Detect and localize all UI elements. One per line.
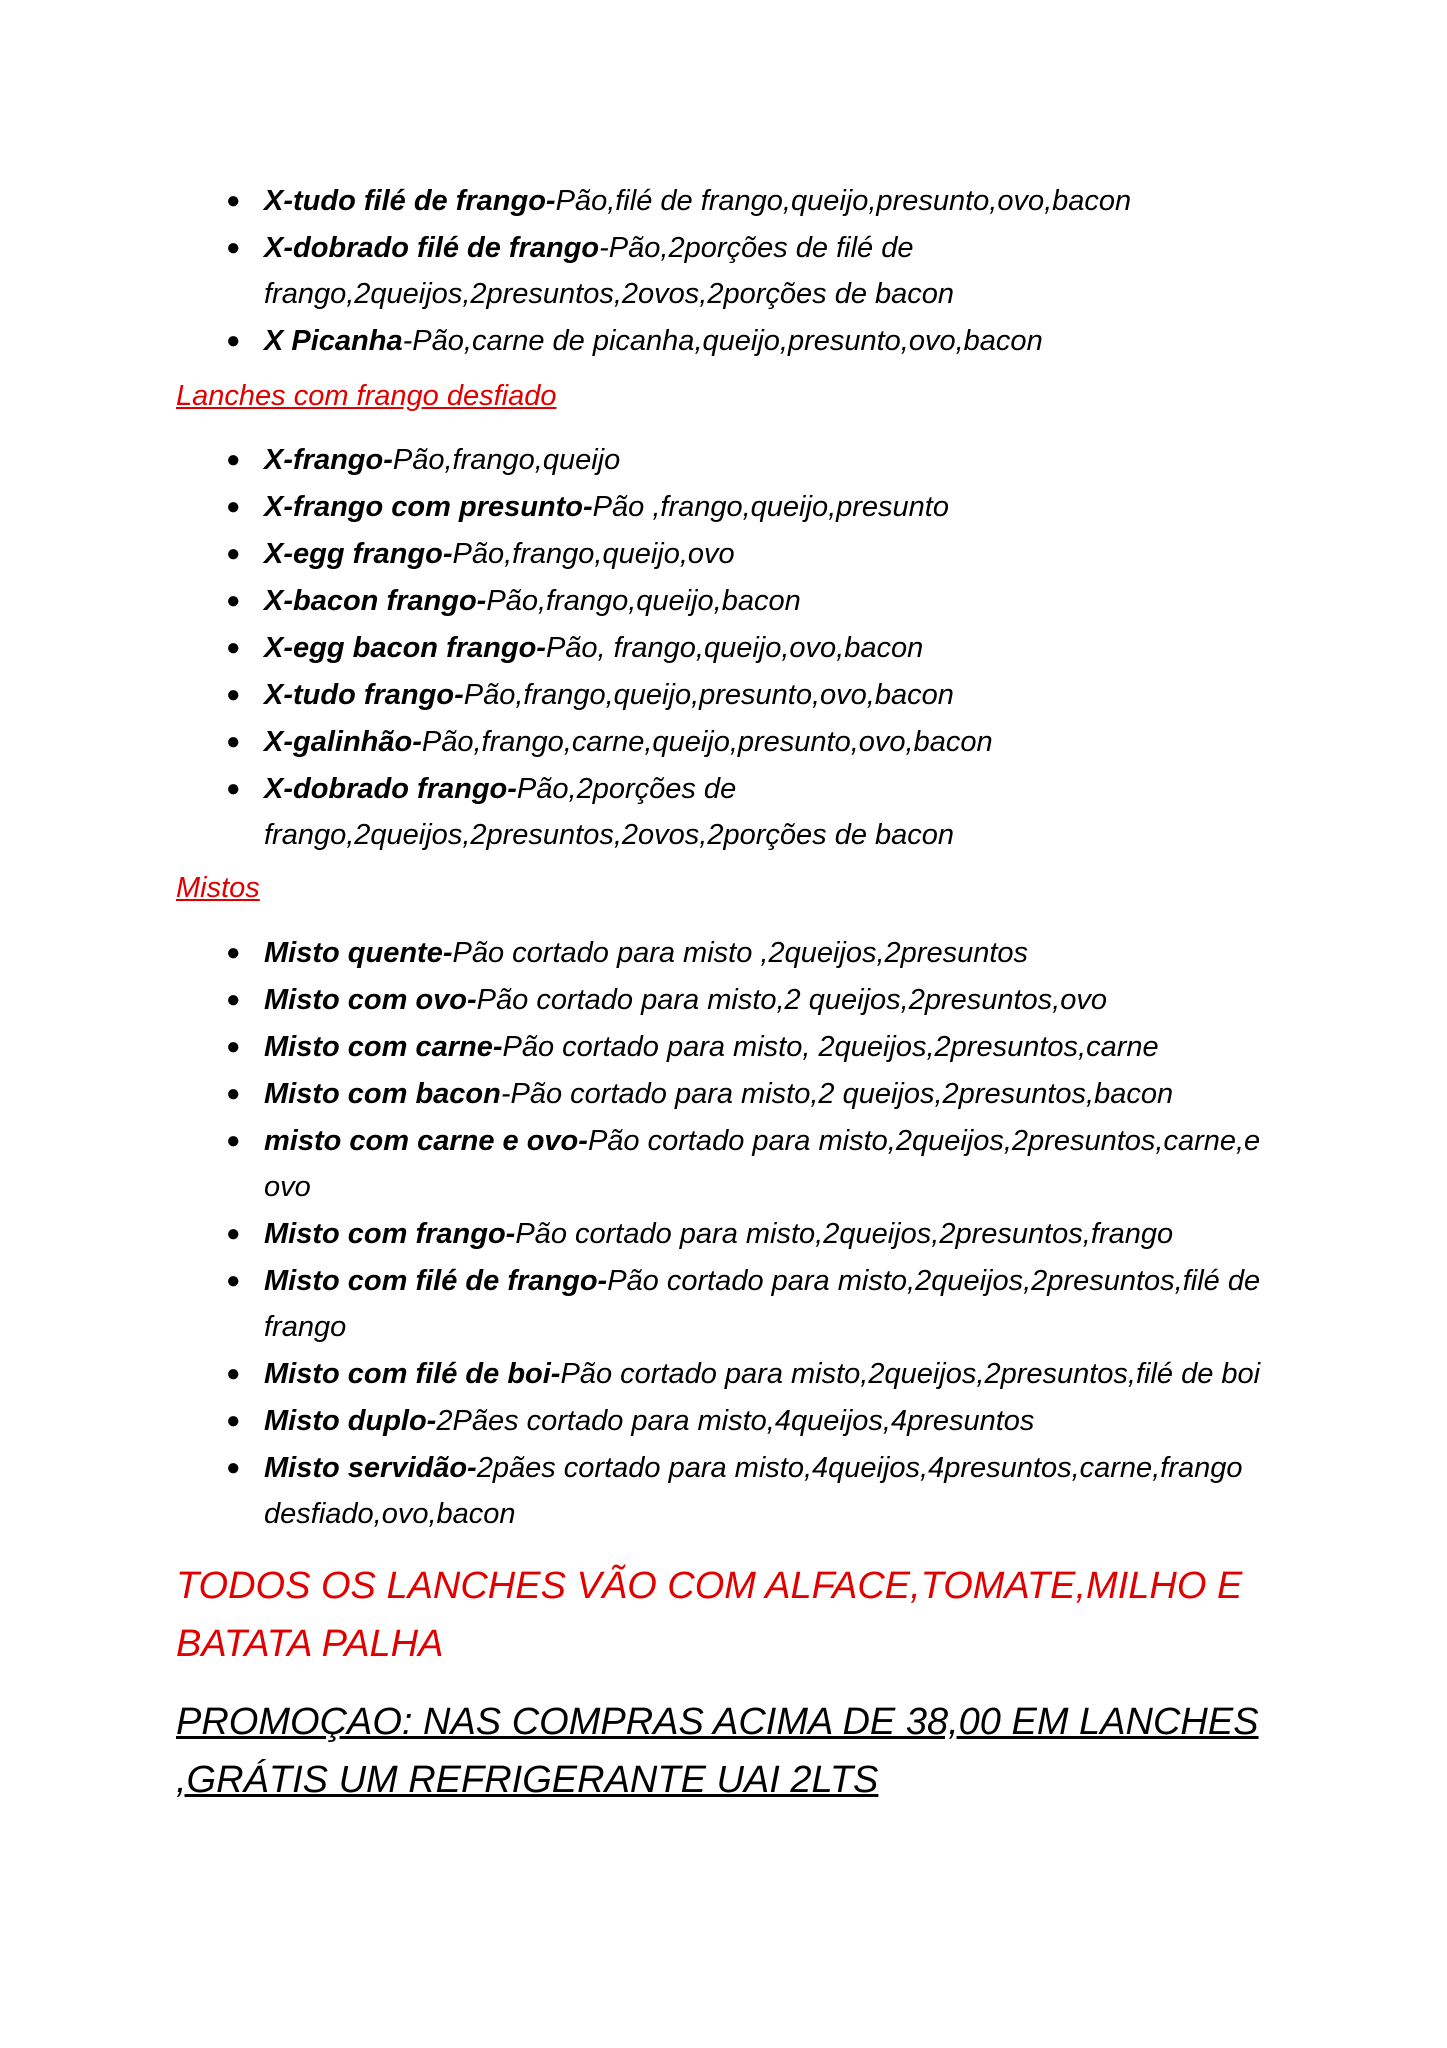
item-name: Misto com bacon bbox=[264, 1078, 501, 1110]
item-description: Pão,frango,queijo,ovo bbox=[452, 538, 735, 570]
item-name: X-frango com presunto- bbox=[264, 491, 593, 523]
bullet-icon: ● bbox=[226, 986, 241, 1013]
list-item bbox=[226, 1258, 1294, 1350]
bullet-icon: ● bbox=[226, 1220, 241, 1247]
item-description: Pão cortado para misto, 2queijos,2presuntos,carne bbox=[502, 1031, 1159, 1063]
bullet-icon: ● bbox=[226, 681, 241, 708]
item-description: Pão cortado para misto,2queijos,2presuntos,filé de boi bbox=[560, 1358, 1261, 1390]
bullet-icon: ● bbox=[226, 634, 241, 661]
list-item bbox=[226, 672, 1294, 718]
item-name: misto com carne e ovo- bbox=[264, 1125, 588, 1157]
list-item bbox=[226, 484, 1294, 530]
item-description: Pão,filé de frango,queijo,presunto,ovo,bacon bbox=[555, 185, 1132, 217]
bullet-icon: ● bbox=[226, 1127, 241, 1154]
item-description: Pão,frango,carne,queijo,presunto,ovo,bacon bbox=[421, 726, 993, 758]
menu-list-mistos bbox=[0, 930, 1447, 1537]
item-name: X-dobrado filé de frango bbox=[264, 232, 600, 264]
included-toppings-notice: TODOS OS LANCHES VÃO COM ALFACE,TOMATE,MILHO E BATATA PALHA bbox=[176, 1565, 1243, 1665]
item-description: -Pão cortado para misto,2 queijos,2presuntos,bacon bbox=[500, 1078, 1174, 1110]
menu-list-frango-desfiado bbox=[0, 437, 1447, 858]
list-item bbox=[226, 1351, 1294, 1397]
item-description: Pão,frango,queijo bbox=[392, 444, 621, 476]
item-name: Misto com frango- bbox=[264, 1218, 516, 1250]
section-heading-mistos: Mistos bbox=[176, 872, 260, 904]
list-item bbox=[226, 1024, 1294, 1070]
item-name: Misto com ovo- bbox=[264, 984, 477, 1016]
bullet-icon: ● bbox=[226, 1080, 241, 1107]
item-description: 2Pães cortado para misto,4queijos,4presuntos bbox=[436, 1405, 1035, 1437]
bullet-icon: ● bbox=[226, 1033, 241, 1060]
item-name: Misto quente- bbox=[264, 937, 453, 969]
bullet-icon: ● bbox=[226, 540, 241, 567]
item-name: Misto com filé de frango- bbox=[264, 1265, 608, 1297]
item-description: -Pão,2porções de filé de frango,2queijos,2presuntos,2ovos,2porções de bacon bbox=[264, 232, 955, 310]
item-name: X Picanha bbox=[264, 325, 403, 357]
list-item bbox=[226, 531, 1294, 577]
list-item bbox=[226, 766, 1294, 858]
item-name: X-bacon frango- bbox=[264, 585, 487, 617]
bullet-icon: ● bbox=[226, 1407, 241, 1434]
bullet-icon: ● bbox=[226, 234, 241, 261]
bullet-icon: ● bbox=[226, 1360, 241, 1387]
item-name: X-tudo frango- bbox=[264, 679, 464, 711]
list-item bbox=[226, 318, 1294, 364]
bullet-icon: ● bbox=[226, 187, 241, 214]
item-description: Pão cortado para misto,2queijos,2presuntos,frango bbox=[515, 1218, 1174, 1250]
bullet-icon: ● bbox=[226, 1454, 241, 1481]
item-name: X-egg frango- bbox=[264, 538, 453, 570]
item-description: Pão cortado para misto,2 queijos,2presuntos,ovo bbox=[476, 984, 1107, 1016]
item-description: Pão,frango,queijo,bacon bbox=[486, 585, 801, 617]
item-description: Pão cortado para misto ,2queijos,2presuntos bbox=[452, 937, 1029, 969]
list-item bbox=[226, 977, 1294, 1023]
bullet-icon: ● bbox=[226, 327, 241, 354]
item-description: Pão ,frango,queijo,presunto bbox=[592, 491, 949, 523]
item-name: X-tudo filé de frango- bbox=[264, 185, 556, 217]
bullet-icon: ● bbox=[226, 446, 241, 473]
list-item bbox=[226, 719, 1294, 765]
item-description: Pão,2porções de frango,2queijos,2presuntos,2ovos,2porções de bacon bbox=[264, 773, 955, 851]
item-description: Pão cortado para misto,2queijos,2presuntos,carne,e ovo bbox=[264, 1125, 1261, 1203]
bullet-icon: ● bbox=[226, 493, 241, 520]
section-heading-frango-desfiado: Lanches com frango desfiado bbox=[176, 380, 557, 412]
bullet-icon: ● bbox=[226, 939, 241, 966]
item-description: Pão, frango,queijo,ovo,bacon bbox=[545, 632, 924, 664]
item-name: X-dobrado frango- bbox=[264, 773, 517, 805]
item-description: Pão,frango,queijo,presunto,ovo,bacon bbox=[463, 679, 954, 711]
item-description: Pão cortado para misto,2queijos,2presuntos,filé de frango bbox=[264, 1265, 1261, 1343]
bullet-icon: ● bbox=[226, 587, 241, 614]
item-name: X-frango- bbox=[264, 444, 393, 476]
promotion-notice: PROMOÇAO: NAS COMPRAS ACIMA DE 38,00 EM LANCHES ,GRÁTIS UM REFRIGERANTE UAI 2LTS bbox=[176, 1701, 1259, 1801]
menu-list-fillet bbox=[0, 178, 1447, 364]
item-name: Misto com carne- bbox=[264, 1031, 503, 1063]
item-name: X-egg bacon frango- bbox=[264, 632, 546, 664]
bullet-icon: ● bbox=[226, 1267, 241, 1294]
item-name: X-galinhão- bbox=[264, 726, 422, 758]
list-item bbox=[226, 1398, 1294, 1444]
list-item bbox=[226, 1071, 1294, 1117]
list-item bbox=[226, 1445, 1294, 1537]
list-item bbox=[226, 930, 1294, 976]
bullet-icon: ● bbox=[226, 728, 241, 755]
item-description: -Pão,carne de picanha,queijo,presunto,ovo,bacon bbox=[402, 325, 1043, 357]
item-description: 2pães cortado para misto,4queijos,4presuntos,carne,frango desfiado,ovo,bacon bbox=[264, 1452, 1243, 1530]
item-name: Misto servidão- bbox=[264, 1452, 477, 1484]
list-item bbox=[226, 437, 1294, 483]
list-item bbox=[226, 1211, 1294, 1257]
list-item bbox=[226, 1118, 1294, 1210]
item-name: Misto com filé de boi- bbox=[264, 1358, 561, 1390]
list-item bbox=[226, 225, 1294, 317]
list-item bbox=[226, 625, 1294, 671]
item-name: Misto duplo- bbox=[264, 1405, 437, 1437]
bullet-icon: ● bbox=[226, 775, 241, 802]
list-item bbox=[226, 578, 1294, 624]
list-item bbox=[226, 178, 1294, 224]
